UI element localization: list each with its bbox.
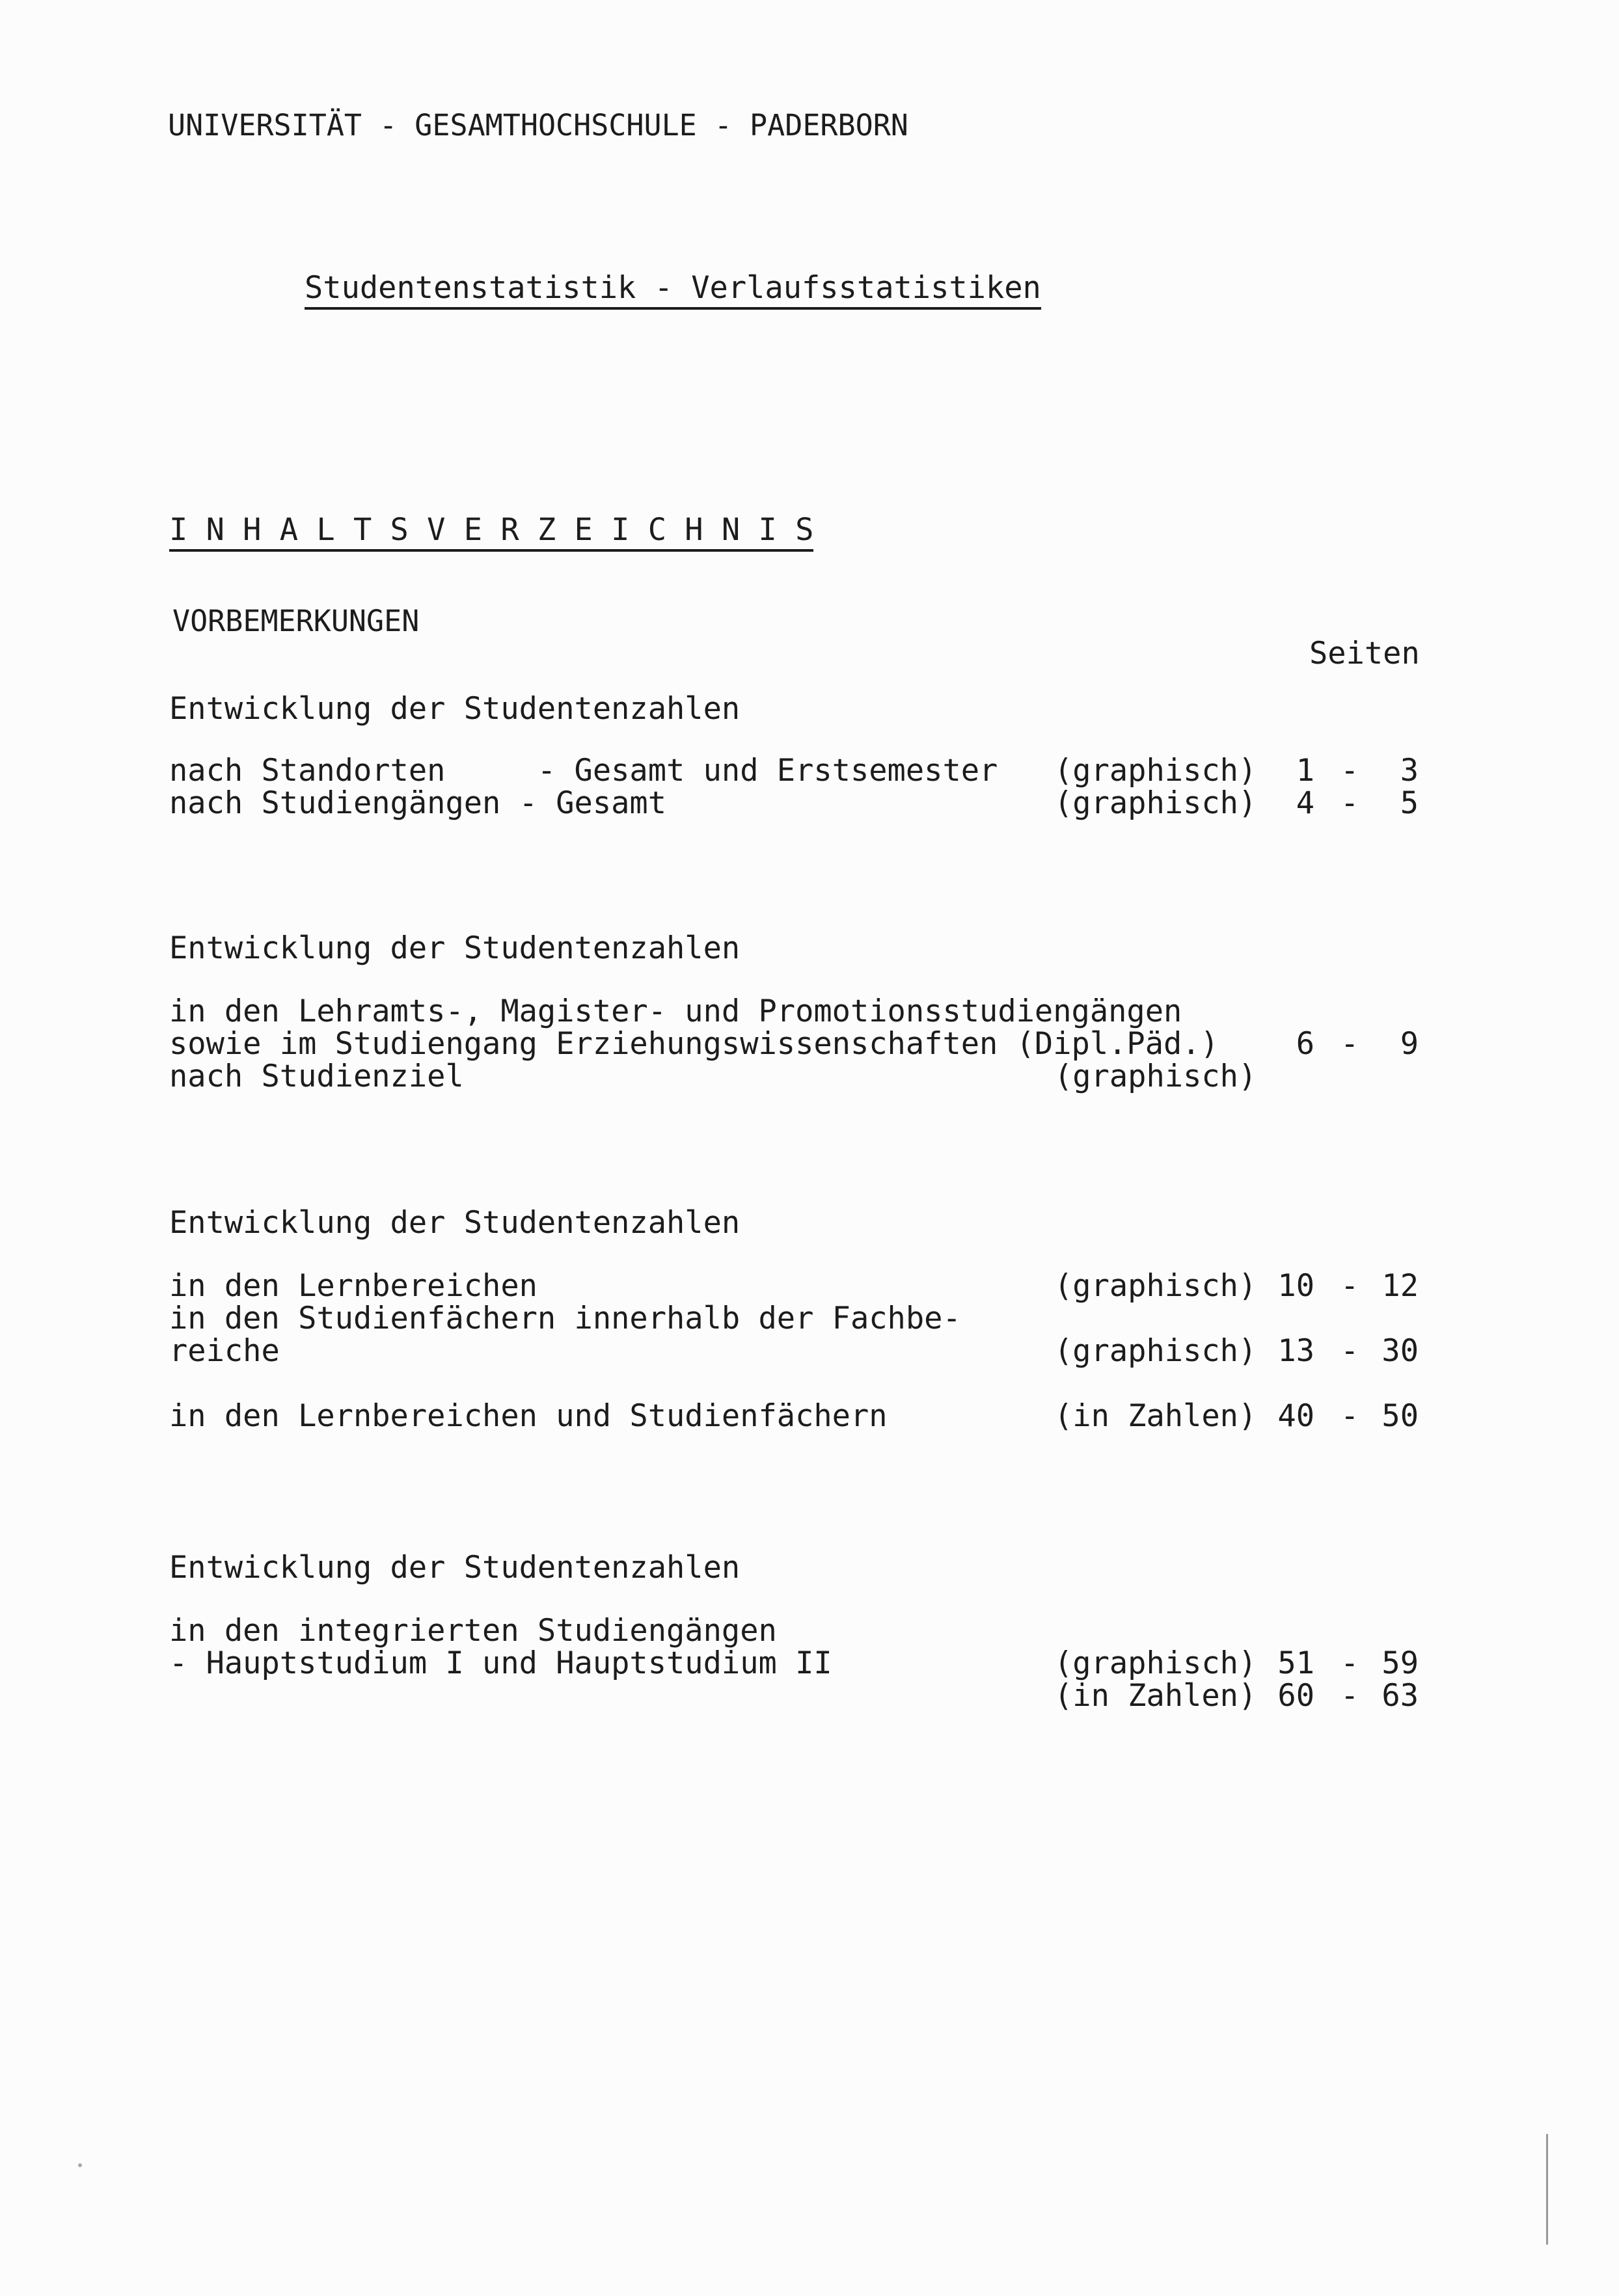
- section-title: Entwicklung der Studentenzahlen: [169, 1550, 741, 1586]
- page-to: 3: [1400, 753, 1419, 789]
- page-dash: -: [1340, 1398, 1359, 1434]
- page-to: 59: [1381, 1645, 1419, 1681]
- entry-text-continued: reiche: [169, 1333, 280, 1369]
- entry-text: in den Lernbereichen: [169, 1268, 537, 1304]
- page-from: 6: [1296, 1026, 1314, 1062]
- entry-type: (graphisch): [1054, 1645, 1257, 1681]
- document-subtitle: Studentenstatistik - Verlaufsstatistiken: [305, 272, 1041, 310]
- section-title: Entwicklung der Studentenzahlen: [169, 930, 741, 966]
- entry-text: in den Studienfächern innerhalb der Fachbe-: [169, 1301, 961, 1336]
- page-to: 12: [1381, 1268, 1419, 1304]
- entry-type: (graphisch): [1054, 1268, 1257, 1304]
- page-dash: -: [1340, 1026, 1359, 1062]
- institution-header: UNIVERSITÄT - GESAMTHOCHSCHULE - PADERBORN: [168, 108, 908, 142]
- page-from: 4: [1296, 785, 1314, 821]
- scan-dust-mark: [78, 2163, 82, 2167]
- page-dash: -: [1340, 1268, 1359, 1304]
- page-to: 50: [1381, 1398, 1419, 1434]
- entry-type: (graphisch): [1054, 785, 1257, 821]
- page-dash: -: [1340, 785, 1359, 821]
- page-dash: -: [1340, 1645, 1359, 1681]
- entry-text: nach Studienziel: [169, 1059, 464, 1094]
- entry-text: in den Lehramts-, Magister- und Promotionsstudiengängen: [169, 993, 1182, 1029]
- entry-text: in den integrierten Studiengängen: [169, 1613, 777, 1649]
- page-dash: -: [1340, 1678, 1359, 1714]
- page-dash: -: [1340, 1333, 1359, 1369]
- page-to: 30: [1381, 1333, 1419, 1369]
- pages-column-label: Seiten: [1309, 636, 1420, 671]
- preface-label: VORBEMERKUNGEN: [172, 604, 420, 638]
- entry-text: - Hauptstudium I und Hauptstudium II: [169, 1645, 832, 1681]
- toc-heading: I N H A L T S V E R Z E I C H N I S: [169, 514, 813, 552]
- entry-type: (in Zahlen): [1054, 1678, 1257, 1714]
- entry-text: in den Lernbereichen und Studienfächern: [169, 1398, 888, 1434]
- page-to: 9: [1400, 1026, 1419, 1062]
- entry-type: (graphisch): [1054, 753, 1257, 789]
- scan-edge-mark: [1546, 2134, 1548, 2245]
- page-to: 63: [1381, 1678, 1419, 1714]
- page-from: 40: [1277, 1398, 1314, 1434]
- page-to: 5: [1400, 785, 1419, 821]
- section-title: Entwicklung der Studentenzahlen: [169, 1205, 741, 1241]
- page-from: 13: [1277, 1333, 1314, 1369]
- entry-text: nach Studiengängen - Gesamt: [169, 785, 667, 821]
- section-title: Entwicklung der Studentenzahlen: [169, 691, 741, 727]
- entry-text: sowie im Studiengang Erziehungswissenschaften (Dipl.Päd.): [169, 1026, 1219, 1062]
- page-dash: -: [1340, 753, 1359, 789]
- page-from: 51: [1277, 1645, 1314, 1681]
- entry-type: (in Zahlen): [1054, 1398, 1257, 1434]
- entry-type: (graphisch): [1054, 1333, 1257, 1369]
- page-from: 10: [1277, 1268, 1314, 1304]
- entry-type: (graphisch): [1054, 1059, 1257, 1094]
- page-from: 60: [1277, 1678, 1314, 1714]
- entry-text: nach Standorten - Gesamt und Erstsemester: [169, 753, 998, 789]
- page-from: 1: [1296, 753, 1314, 789]
